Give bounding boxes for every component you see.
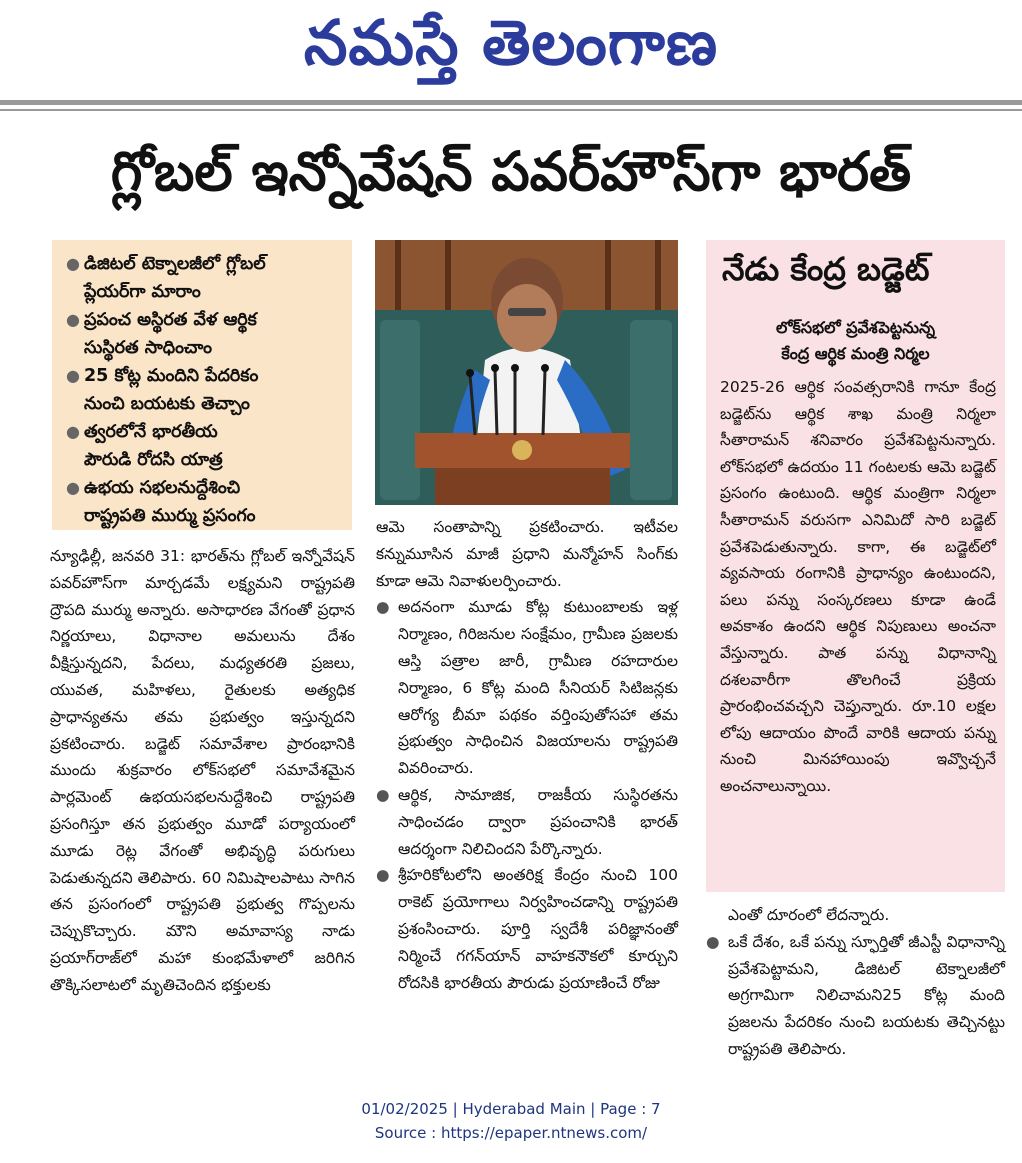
bullet-icon: ● [66, 254, 80, 273]
article-bullet: ● ఆర్థిక, సామాజిక, రాజకీయ సుస్థిరతను సాధించడం ద్వారా ప్రపంచానికి భారత్ ఆదర్శంగా నిలిచిందని పేర్కొన్నారు. [376, 782, 678, 862]
footer-edition: 01/02/2025 | Hyderabad Main | Page : 7 [361, 1100, 661, 1118]
highlight-item-cont: సుస్థిరత సాధించాం [84, 338, 212, 358]
highlights-box [52, 240, 352, 530]
article-column-2 [376, 514, 678, 996]
highlight-item: ● ఉభయ సభలనుద్దేశించి [66, 474, 342, 502]
article-paragraph: ఆమె సంతాపాన్ని ప్రకటించారు. ఇటీవల కన్నుమూసిన మాజీ ప్రధాని మన్మోహన్ సింగ్‌కు కూడా ఆమె నివాళులర్పించారు. [376, 518, 678, 590]
sidebox-subtitle-1: లోక్‌సభలో ప్రవేశపెట్టనున్న [776, 318, 935, 337]
highlight-item: ● ప్రపంచ అస్థిరత వేళ ఆర్థిక [66, 306, 342, 334]
budget-sidebox [706, 240, 1005, 892]
president-photo [375, 240, 678, 505]
sidebox-subtitle-2: కేంద్ర ఆర్థిక మంత్రి నిర్మల [781, 344, 930, 363]
masthead-logo: నమస్తే తెలంగాణ [303, 6, 719, 79]
highlight-item-cont: రాష్ట్రపతి ముర్ము ప్రసంగం [84, 506, 256, 526]
headline: గ్లోబల్ ఇన్నోవేషన్ పవర్‌హౌస్‌గా భారత్ [110, 140, 912, 203]
photo-illustration [375, 240, 678, 505]
article-column-1 [50, 543, 355, 999]
highlight-item-cont: నుంచి బయటకు తెచ్చాం [84, 394, 250, 414]
masthead [0, 0, 1022, 100]
highlight-item: ● 25 కోట్ల మందిని పేదరికం [66, 362, 342, 390]
sidebox-title: నేడు కేంద్ర బడ్జెట్ [722, 250, 930, 288]
bullet-icon: ● [66, 422, 80, 441]
highlight-item: ● త్వరలోనే భారతీయ [66, 418, 342, 446]
article-paragraph: న్యూఢిల్లీ, జనవరి 31: భారత్‌ను గ్లోబల్ ఇన్నోవేషన్ పవర్‌హౌస్‌గా మార్చడమే లక్ష్యమని రాష్ట్రపతి ద్రౌపది ముర్ము అన్నారు. అసాధారణ వేగంతో ప్రధాన నిర్ణయాలు, విధానాల అమలును దేశం వీక్షిస్తున్నదని, పేదలు, మధ్యతరతి ప్రజలు, యువత, మహిళలు, రైతులకు అత్యధిక ప్రాధాన్యతను తమ ప్రభుత్వం ఇస్తున్నదని ప్రకటించారు. బడ్జెట్ సమావేశాల ప్రారంభానికి ముందు శుక్రవారం లోక్‌సభలో సమావేశమైన పార్లమెంట్ ఉభయసభలనుద్దేశించి రాష్ట్రపతి ప్రసంగిస్తూ తన ప్రభుత్వం మూడో పర్యాయంలో మూడు రెట్ల వేగంతో అభివృద్ధి పరుగులు పెడుతున్నదని తెలిపారు. 60 నిమిషాలపాటు సాగిన తన ప్రసంగంలో రాష్ట్రపతి ప్రభుత్వ గొప్పలను చెప్పుకొచ్చారు. మౌని అమావాస్య నాడు ప్రయాగ్‌రాజ్‌లో మహా కుంభమేళాలో జరిగిన తొక్కిసలాటలో మృతిచెందిన భక్తులకు [50, 547, 355, 994]
highlight-item-cont: పౌరుడి రోదసి యాత్ర [84, 450, 223, 470]
article-column-3 [706, 902, 1005, 1063]
masthead-rule [0, 100, 1022, 105]
article-bullet: ● అదనంగా మూడు కోట్ల కుటుంబాలకు ఇళ్ల నిర్మాణం, గిరిజనుల సంక్షేమం, గ్రామీణ ప్రజలకు ఆస్తి పత్రాల జారీ, గ్రామీణ రహదారుల నిర్మాణం, 6 కోట్ల మంది సీనియర్ సిటిజన్లకు ఆరోగ్య బీమా పథకం వర్తింపుతోసహా తమ ప్రభుత్వం సాధించిన విజయాలను రాష్ట్రపతి వివరించారు. [376, 594, 678, 782]
masthead-rule-thin [0, 109, 1022, 111]
article-paragraph: ఎంతో దూరంలో లేదన్నారు. [728, 906, 890, 924]
bullet-icon: ● [376, 866, 390, 885]
bullet-icon: ● [376, 785, 390, 804]
bullet-icon: ● [66, 478, 80, 497]
article-bullet: ● ఒకే దేశం, ఒకే పన్ను స్ఫూర్తితో జీఎస్టీ విధానాన్ని ప్రవేశపెట్టామని, డిజిటల్ టెక్నాలజీలో అగ్రగామిగా నిలిచామని25 కోట్ల మంది ప్రజలను పేదరికం నుంచి బయటకు తెచ్చినట్టు రాష్ట్రపతి తెలిపారు. [706, 929, 1005, 1063]
bullet-icon: ● [66, 366, 80, 385]
highlight-item: ● డిజిటల్ టెక్నాలజీలో గ్లోబల్ [66, 250, 342, 278]
highlight-item-cont: ప్లేయర్‌గా మారాం [84, 282, 201, 302]
bullet-icon: ● [376, 598, 390, 617]
footer-source: Source : https://epaper.ntnews.com/ [374, 1124, 648, 1142]
bullet-icon: ● [66, 310, 80, 329]
bullet-icon: ● [706, 932, 720, 951]
article-bullet: ● శ్రీహరికోటలోని అంతరిక్ష కేంద్రం నుంచి 100 రాకెట్ ప్రయోగాలు నిర్వహించడాన్ని రాష్ట్రపతి ప్రశంసించారు. పూర్తి స్వదేశీ పరిజ్ఞానంతో నిర్మించే గగన్‌యాన్ వాహకనౌకలో కూర్చుని రోదసికి భారతీయ పౌరుడు ప్రయాణించే రోజు [376, 862, 678, 996]
sidebox-body: 2025-26 ఆర్థిక సంవత్సరానికి గానూ కేంద్ర బడ్జెట్‌ను ఆర్థిక శాఖ మంత్రి నిర్మలా సీతారామన్ శనివారం ప్రవేశపెట్టనున్నారు. లోక్‌సభలో ఉదయం 11 గంటలకు ఆమె బడ్జెట్ ప్రసంగం ఉంటుంది. ఆర్థిక మంత్రిగా నిర్మలా సీతారామన్ వరుసగా ఎనిమిదో సారి బడ్జెట్ ప్రవేశపెడుతున్నారు. కాగా, ఈ బడ్జెట్‌లో వ్యవసాయ రంగానికి ప్రాధాన్యం ఉంటుందని, పలు పన్ను సంస్కరణలు కూడా ఉండే అవకాశం ఉందని ఆర్థిక నిపుణులు అంచనా వేస్తున్నారు. పాత పన్ను విధానాన్ని దశలవారీగా తొలగించే ప్రక్రియ ప్రారంభించవచ్చని చెప్తున్నారు. రూ.10 లక్షల లోపు ఆదాయం పొందే వారికి ఆదాయ పన్ను నుంచి మినహాయింపు ఇవ్వొచ్చనే అంచనాలున్నాయి. [720, 378, 996, 795]
